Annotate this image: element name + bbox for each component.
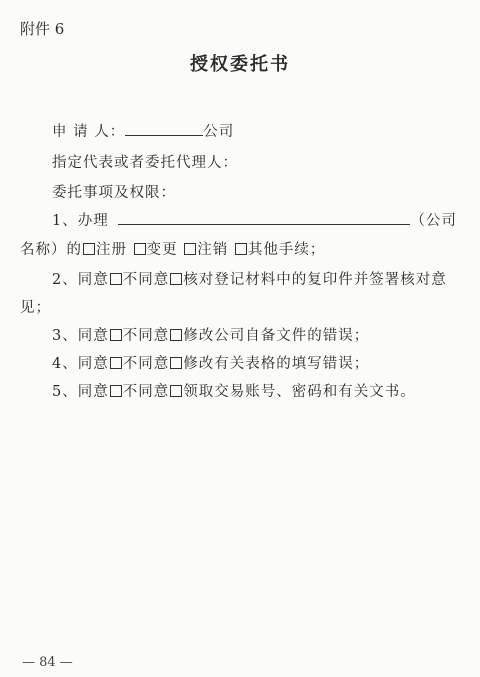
option-other: 其他手续	[247, 242, 310, 258]
item4-text: 修改有关表格的填写错误；	[183, 356, 370, 372]
item3-text: 修改公司自备文件的错误；	[183, 328, 370, 344]
item3-disagree: 不同意	[122, 328, 170, 344]
applicant-line	[52, 120, 234, 141]
item2-agree: 同意	[77, 272, 109, 288]
item5-text: 领取交易账号、密码和有关文书。	[183, 384, 416, 400]
attachment-label: 附件 6	[20, 20, 65, 38]
item2-number: 2、	[52, 272, 78, 288]
page-number: — 84 —	[22, 655, 73, 670]
item5-disagree-checkbox[interactable]	[170, 385, 182, 397]
item3-disagree-checkbox[interactable]	[170, 329, 182, 341]
item4-agree-checkbox[interactable]	[110, 357, 122, 369]
item1-line	[52, 209, 457, 230]
item2-disagree: 不同意	[122, 272, 170, 288]
item2-line	[52, 268, 447, 289]
item2-cont: 见；	[20, 300, 51, 316]
item1-suffix: （公司	[410, 213, 457, 229]
item2-agree-checkbox[interactable]	[110, 273, 122, 285]
option-cancel: 注销	[197, 242, 229, 258]
item4-agree: 同意	[77, 356, 109, 372]
item5-disagree: 不同意	[122, 384, 170, 400]
item2-text: 核对登记材料中的复印件并签署核对意	[183, 272, 447, 288]
item1-end: ；	[309, 242, 326, 258]
item1-line2-start: 名称）的	[20, 242, 82, 258]
item4-number: 4、	[52, 356, 78, 372]
item3-agree: 同意	[77, 328, 109, 344]
company-name-blank[interactable]	[118, 210, 410, 225]
item5-number: 5、	[52, 384, 78, 400]
applicant-blank[interactable]	[125, 121, 203, 136]
item3-number: 3、	[52, 328, 78, 344]
cancel-checkbox[interactable]	[184, 243, 196, 255]
item4-disagree-checkbox[interactable]	[170, 357, 182, 369]
item2-disagree-checkbox[interactable]	[170, 273, 182, 285]
option-register: 注册	[96, 242, 127, 258]
change-checkbox[interactable]	[134, 243, 146, 255]
item1-line2	[20, 238, 325, 259]
applicant-suffix: 公司	[203, 124, 235, 140]
item3-line	[52, 324, 369, 345]
item1-prefix: 1、办理	[52, 213, 109, 229]
item5-line	[52, 380, 416, 401]
item4-disagree: 不同意	[122, 356, 170, 372]
item5-agree: 同意	[77, 384, 109, 400]
matters-heading: 委托事项及权限：	[52, 185, 176, 201]
register-checkbox[interactable]	[83, 243, 95, 255]
item3-agree-checkbox[interactable]	[110, 329, 122, 341]
item5-agree-checkbox[interactable]	[110, 385, 122, 397]
option-change: 变更	[146, 242, 178, 258]
document-title: 授权委托书	[190, 54, 290, 75]
applicant-label: 申 请 人：	[52, 124, 126, 140]
item4-line	[52, 352, 369, 373]
designated-rep-line: 指定代表或者委托代理人：	[52, 155, 238, 171]
other-checkbox[interactable]	[235, 243, 247, 255]
